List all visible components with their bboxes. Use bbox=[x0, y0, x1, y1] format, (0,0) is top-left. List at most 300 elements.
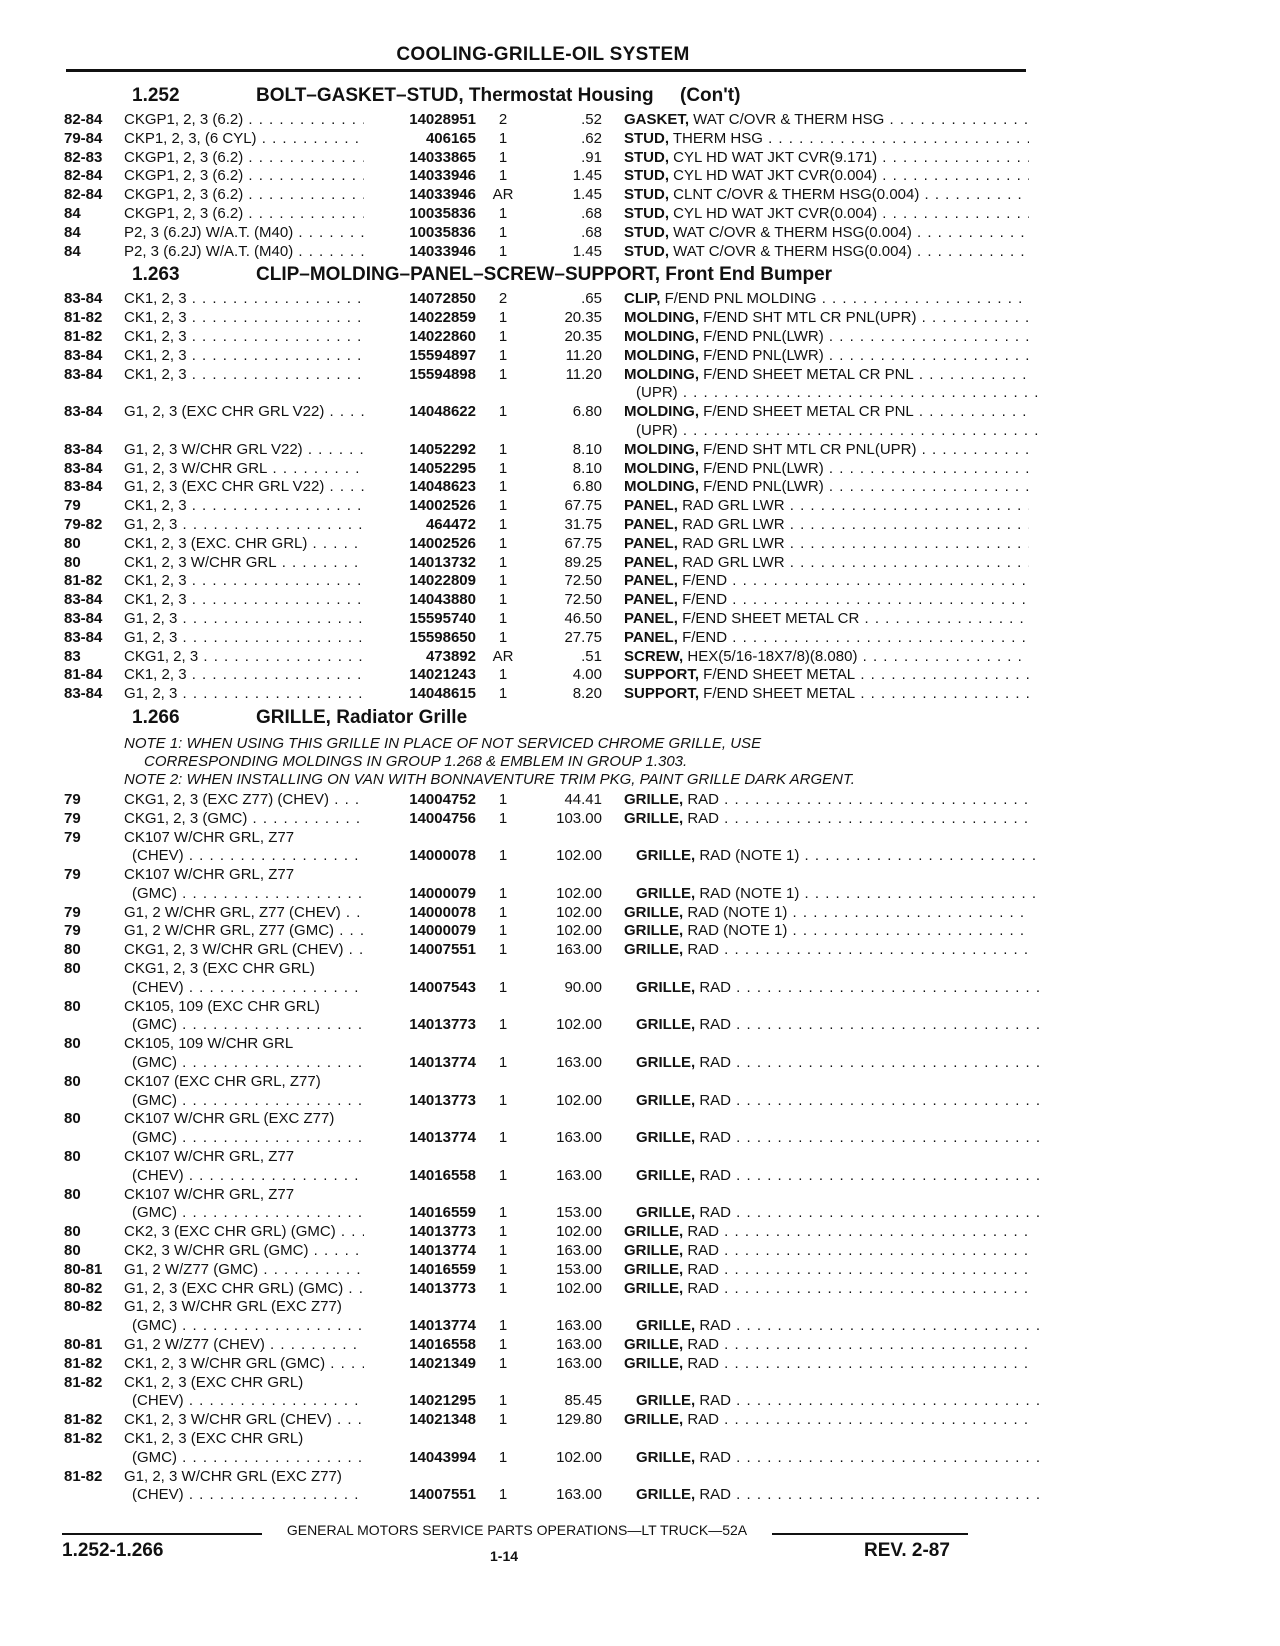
quantity: 1 bbox=[498, 847, 508, 865]
part-number: 14013774 bbox=[364, 1317, 476, 1336]
quantity: 1 bbox=[498, 1260, 508, 1278]
part-noun: STUD, bbox=[624, 204, 669, 222]
model-application: (CHEV) . . . bbox=[132, 1392, 455, 1411]
part-modifier: WAT C/OVR & THERM HSG(0.004) bbox=[669, 242, 912, 260]
price: .68 bbox=[581, 204, 602, 222]
part-noun: STUD, bbox=[624, 167, 669, 185]
part-number: 14021243 bbox=[364, 666, 476, 685]
part-row bbox=[64, 572, 1032, 591]
price: 102.00 bbox=[556, 1223, 602, 1241]
part-number: 14013773 bbox=[364, 1280, 476, 1299]
part-row bbox=[64, 941, 1032, 960]
part-noun: SUPPORT, bbox=[624, 685, 700, 703]
model-application: CK1, 2, 3 . . . bbox=[124, 366, 447, 385]
part-description bbox=[624, 516, 1029, 535]
part-description bbox=[624, 441, 1029, 460]
part-description bbox=[636, 1449, 1041, 1468]
price: 102.00 bbox=[556, 884, 602, 902]
part-row bbox=[64, 497, 1032, 516]
model-application: G1, 2, 3 . . . bbox=[124, 516, 447, 535]
group-title: CLIP–MOLDING–PANEL–SCREW–SUPPORT, Front End Bumper bbox=[256, 264, 833, 286]
part-number: 15598650 bbox=[364, 629, 476, 648]
price: 4.00 bbox=[572, 666, 602, 684]
group-title: BOLT–GASKET–STUD, Thermostat Housing (Con't) bbox=[256, 85, 741, 106]
part-description bbox=[624, 1355, 1029, 1374]
part-row bbox=[64, 866, 1032, 885]
part-number: 14052292 bbox=[364, 441, 476, 460]
quantity: 1 bbox=[498, 478, 508, 496]
part-number: 14013773 bbox=[364, 1016, 476, 1035]
part-description bbox=[624, 1411, 1029, 1430]
part-row bbox=[64, 1167, 1032, 1186]
part-description bbox=[624, 205, 1029, 224]
part-modifier: RAD bbox=[683, 1336, 720, 1354]
part-noun: GRILLE, bbox=[636, 1486, 696, 1504]
part-modifier: RAD (NOTE 1) bbox=[683, 903, 788, 921]
part-row bbox=[64, 960, 1032, 979]
model-year: 80 bbox=[64, 941, 81, 959]
group-title: GRILLE, Radiator Grille bbox=[256, 706, 468, 728]
model-year: 82-84 bbox=[64, 186, 103, 204]
part-modifier: RAD bbox=[695, 1204, 732, 1222]
part-modifier: RAD bbox=[683, 809, 720, 827]
part-number: 14043880 bbox=[364, 591, 476, 610]
part-description bbox=[636, 1092, 1041, 1111]
part-row bbox=[64, 460, 1032, 479]
model-application: CK1, 2, 3 . . . bbox=[124, 497, 447, 516]
model-application: (GMC) . . . bbox=[132, 1054, 455, 1073]
part-noun: GRILLE, bbox=[624, 1336, 684, 1354]
part-noun: MOLDING, bbox=[624, 440, 699, 458]
part-row bbox=[64, 1035, 1032, 1054]
part-noun: PANEL, bbox=[624, 628, 678, 646]
part-row bbox=[64, 648, 1032, 667]
model-application: CK1, 2, 3 W/CHR GRL . . . bbox=[124, 554, 447, 573]
part-number: 14000079 bbox=[364, 922, 476, 941]
part-noun: GRILLE, bbox=[636, 1091, 696, 1109]
quantity: 1 bbox=[498, 497, 508, 515]
part-description bbox=[636, 1392, 1041, 1411]
part-noun: GRILLE, bbox=[636, 1204, 696, 1222]
part-number: 15594898 bbox=[364, 366, 476, 385]
part-modifier: RAD bbox=[683, 1223, 720, 1241]
part-description bbox=[636, 1486, 1041, 1505]
part-row bbox=[64, 554, 1032, 573]
quantity: 1 bbox=[498, 685, 508, 703]
model-year: 80 bbox=[64, 553, 81, 571]
part-number: 14033865 bbox=[364, 149, 476, 168]
part-modifier: CYL HD WAT JKT CVR(0.004) bbox=[669, 204, 878, 222]
model-year: 83-84 bbox=[64, 609, 103, 627]
part-description bbox=[624, 1280, 1029, 1299]
model-application: CKG1, 2, 3 W/CHR GRL (CHEV) . . . bbox=[124, 941, 447, 960]
part-number: 14000078 bbox=[364, 847, 476, 866]
model-application: CK107 W/CHR GRL, Z77 bbox=[124, 1185, 295, 1203]
part-modifier: RAD bbox=[695, 1166, 732, 1184]
model-application: G1, 2, 3 (EXC CHR GRL) (GMC) . . . bbox=[124, 1280, 447, 1299]
model-year: 83-84 bbox=[64, 290, 103, 308]
part-number: 10035836 bbox=[364, 224, 476, 243]
part-modifier: F/END PNL MOLDING bbox=[660, 290, 817, 308]
part-number: 14021295 bbox=[364, 1392, 476, 1411]
part-description bbox=[624, 366, 1029, 385]
part-row bbox=[64, 791, 1032, 810]
part-row bbox=[64, 1486, 1032, 1505]
model-year: 84 bbox=[64, 204, 81, 222]
part-description bbox=[624, 1242, 1029, 1261]
model-application: CK1, 2, 3 . . . bbox=[124, 309, 447, 328]
part-modifier: RAD bbox=[695, 1091, 732, 1109]
model-application: CKP1, 2, 3, (6 CYL) . . . bbox=[124, 130, 447, 149]
part-modifier: RAD bbox=[695, 1129, 732, 1147]
part-description bbox=[636, 422, 1041, 441]
part-noun: MOLDING, bbox=[624, 327, 699, 345]
part-noun: SCREW, bbox=[624, 647, 684, 665]
part-description bbox=[624, 290, 1029, 309]
part-row bbox=[64, 1449, 1032, 1468]
part-modifier: F/END PNL(LWR) bbox=[699, 459, 824, 477]
part-noun: GRILLE, bbox=[636, 1129, 696, 1147]
part-description bbox=[624, 1336, 1029, 1355]
part-row bbox=[64, 224, 1032, 243]
group-notes bbox=[124, 735, 1032, 789]
part-modifier: RAD (NOTE 1) bbox=[695, 884, 800, 902]
part-description bbox=[636, 1016, 1041, 1035]
part-row bbox=[64, 810, 1032, 829]
model-year: 80 bbox=[64, 1242, 81, 1260]
part-noun: SUPPORT, bbox=[624, 666, 700, 684]
part-noun: STUD, bbox=[624, 223, 669, 241]
model-year: 80 bbox=[64, 534, 81, 552]
model-year: 81-82 bbox=[64, 572, 103, 590]
quantity: 1 bbox=[498, 1016, 508, 1034]
part-row bbox=[64, 1148, 1032, 1167]
part-row bbox=[64, 384, 1032, 403]
quantity: 1 bbox=[498, 365, 508, 383]
part-modifier: RAD bbox=[695, 1054, 732, 1072]
part-description bbox=[624, 309, 1029, 328]
part-modifier: RAD bbox=[683, 1411, 720, 1429]
note-line: NOTE 1: WHEN USING THIS GRILLE IN PLACE OF NOT SERVICED CHROME GRILLE, USE bbox=[124, 734, 762, 752]
part-description bbox=[624, 572, 1029, 591]
model-year: 79-82 bbox=[64, 515, 103, 533]
part-number: 14072850 bbox=[364, 290, 476, 309]
part-number: 14022809 bbox=[364, 572, 476, 591]
model-year: 80-81 bbox=[64, 1260, 103, 1278]
model-year: 84 bbox=[64, 223, 81, 241]
model-application: CK105, 109 (EXC CHR GRL) bbox=[124, 997, 320, 1015]
part-number: 14048622 bbox=[364, 403, 476, 422]
part-modifier: F/END bbox=[677, 591, 728, 609]
part-modifier: RAD bbox=[695, 1392, 732, 1410]
part-noun: PANEL, bbox=[624, 534, 678, 552]
part-modifier: HEX(5/16-18X7/8)(8.080) bbox=[683, 647, 858, 665]
part-description bbox=[624, 130, 1029, 149]
part-description bbox=[624, 149, 1029, 168]
part-modifier: F/END bbox=[677, 572, 728, 590]
price: 153.00 bbox=[556, 1260, 602, 1278]
part-row bbox=[64, 998, 1032, 1017]
model-year: 80 bbox=[64, 1148, 81, 1166]
price: 163.00 bbox=[556, 1166, 602, 1184]
model-year: 82-84 bbox=[64, 111, 103, 128]
part-row bbox=[64, 1280, 1032, 1299]
price: 67.75 bbox=[564, 534, 602, 552]
model-application: G1, 2 W/Z77 (GMC) . . . bbox=[124, 1261, 447, 1280]
quantity: 1 bbox=[498, 403, 508, 421]
model-application: (GMC) . . . bbox=[132, 1129, 455, 1148]
part-description bbox=[624, 685, 1029, 704]
part-modifier: RAD bbox=[695, 978, 732, 996]
part-number: 14013774 bbox=[364, 1054, 476, 1073]
part-number: 14007543 bbox=[364, 979, 476, 998]
part-description bbox=[624, 186, 1029, 205]
part-row bbox=[64, 167, 1032, 186]
price: 163.00 bbox=[556, 1336, 602, 1354]
quantity: 1 bbox=[498, 534, 508, 552]
part-noun: GRILLE, bbox=[624, 1242, 684, 1260]
part-row bbox=[64, 829, 1032, 848]
part-row bbox=[64, 904, 1032, 923]
part-noun: PANEL, bbox=[624, 572, 678, 590]
parts-list bbox=[64, 82, 1032, 1505]
quantity: 1 bbox=[498, 346, 508, 364]
price: 67.75 bbox=[564, 497, 602, 515]
model-year: 81-82 bbox=[64, 327, 103, 345]
model-application: (GMC) . . . bbox=[132, 1092, 455, 1111]
model-year: 83 bbox=[64, 647, 81, 665]
part-row bbox=[64, 1355, 1032, 1374]
part-number: 14000079 bbox=[364, 885, 476, 904]
quantity: 1 bbox=[498, 1054, 508, 1072]
note-line: NOTE 2: WHEN INSTALLING ON VAN WITH BONNAVENTURE TRIM PKG, PAINT GRILLE DARK ARGENT. bbox=[124, 770, 855, 788]
part-row bbox=[64, 149, 1032, 168]
model-year: 79 bbox=[64, 922, 81, 940]
part-number: 14013774 bbox=[364, 1242, 476, 1261]
part-modifier: F/END SHEET METAL CR PNL bbox=[699, 365, 914, 383]
quantity: 1 bbox=[498, 167, 508, 185]
group-number: 1.266 bbox=[132, 706, 180, 728]
part-number: 14002526 bbox=[364, 497, 476, 516]
part-modifier: RAD bbox=[695, 1317, 732, 1335]
part-row bbox=[64, 1223, 1032, 1242]
part-noun: PANEL, bbox=[624, 515, 678, 533]
model-application: CKGP1, 2, 3 (6.2) . . . bbox=[124, 186, 447, 205]
quantity: AR bbox=[492, 647, 514, 665]
part-noun: GRILLE, bbox=[624, 903, 684, 921]
part-noun: GRILLE, bbox=[624, 1411, 684, 1429]
model-application: G1, 2, 3 (EXC CHR GRL V22) . . . bbox=[124, 403, 447, 422]
price: 163.00 bbox=[556, 1242, 602, 1260]
part-description bbox=[624, 403, 1029, 422]
price: 6.80 bbox=[572, 478, 602, 496]
quantity: AR bbox=[492, 186, 514, 204]
part-number: 14007551 bbox=[364, 941, 476, 960]
part-number: 14048615 bbox=[364, 685, 476, 704]
model-year: 80 bbox=[64, 997, 81, 1015]
part-modifier: F/END bbox=[677, 628, 728, 646]
part-row bbox=[64, 847, 1032, 866]
model-year: 81-82 bbox=[64, 1373, 103, 1391]
part-row bbox=[64, 1054, 1032, 1073]
model-application: G1, 2, 3 . . . bbox=[124, 610, 447, 629]
quantity: 1 bbox=[498, 309, 508, 327]
quantity: 1 bbox=[498, 242, 508, 260]
part-number: 14016558 bbox=[364, 1336, 476, 1355]
part-description bbox=[624, 224, 1029, 243]
model-application: G1, 2, 3 W/CHR GRL (EXC Z77) bbox=[124, 1298, 342, 1316]
model-year: 81-82 bbox=[64, 1430, 103, 1447]
model-year: 80 bbox=[64, 1223, 81, 1241]
part-description bbox=[624, 347, 1029, 366]
part-modifier: F/END PNL(LWR) bbox=[699, 327, 824, 345]
model-year: 83-84 bbox=[64, 628, 103, 646]
model-application: CK1, 2, 3 . . . bbox=[124, 290, 447, 309]
quantity: 1 bbox=[498, 1242, 508, 1260]
price: 20.35 bbox=[564, 309, 602, 327]
part-row bbox=[64, 441, 1032, 460]
part-description bbox=[624, 941, 1029, 960]
part-description bbox=[636, 847, 1041, 866]
model-application: P2, 3 (6.2J) W/A.T. (M40) . . . bbox=[124, 243, 447, 262]
part-noun: GASKET, bbox=[624, 111, 690, 128]
part-row bbox=[64, 591, 1032, 610]
part-description bbox=[636, 1054, 1041, 1073]
model-application: CKGP1, 2, 3 (6.2) . . . bbox=[124, 111, 447, 130]
part-description bbox=[636, 1167, 1041, 1186]
part-row bbox=[64, 610, 1032, 629]
part-description bbox=[636, 1204, 1041, 1223]
part-noun: GRILLE, bbox=[636, 847, 696, 865]
part-modifier: RAD (NOTE 1) bbox=[683, 922, 788, 940]
price: .91 bbox=[581, 148, 602, 166]
part-number: 14033946 bbox=[364, 243, 476, 262]
part-number: 14000078 bbox=[364, 904, 476, 923]
model-application: CK1, 2, 3 (EXC CHR GRL) bbox=[124, 1373, 304, 1391]
model-year: 81-82 bbox=[64, 1354, 103, 1372]
part-number: 14004756 bbox=[364, 810, 476, 829]
part-row bbox=[64, 685, 1032, 704]
part-modifier: RAD bbox=[695, 1448, 732, 1466]
group-number: 1.263 bbox=[132, 264, 180, 286]
model-application: (CHEV) . . . bbox=[132, 847, 455, 866]
model-application: CK1, 2, 3 . . . bbox=[124, 591, 447, 610]
note-line: CORRESPONDING MOLDINGS IN GROUP 1.268 & EMBLEM IN GROUP 1.303. bbox=[144, 752, 688, 770]
part-modifier: RAD bbox=[683, 1260, 720, 1278]
footer-publisher: GENERAL MOTORS SERVICE PARTS OPERATIONS—LT TRUCK—52A bbox=[286, 1522, 748, 1538]
quantity: 1 bbox=[498, 327, 508, 345]
price: 27.75 bbox=[564, 628, 602, 646]
model-application: G1, 2, 3 W/CHR GRL (EXC Z77) bbox=[124, 1467, 342, 1485]
part-number: 14013773 bbox=[364, 1092, 476, 1111]
part-noun: PANEL, bbox=[624, 609, 678, 627]
part-description bbox=[624, 810, 1029, 829]
quantity: 1 bbox=[498, 628, 508, 646]
part-number: 14021349 bbox=[364, 1355, 476, 1374]
model-application: CK1, 2, 3 . . . bbox=[124, 328, 447, 347]
model-year: 83-84 bbox=[64, 346, 103, 364]
price: 1.45 bbox=[572, 186, 602, 204]
quantity: 1 bbox=[498, 1223, 508, 1241]
model-year: 83-84 bbox=[64, 365, 103, 383]
part-row bbox=[64, 478, 1032, 497]
model-application: CKGP1, 2, 3 (6.2) . . . bbox=[124, 149, 447, 168]
quantity: 1 bbox=[498, 1317, 508, 1335]
quantity: 1 bbox=[498, 809, 508, 827]
part-description bbox=[624, 791, 1029, 810]
part-modifier: F/END SHEET METAL bbox=[699, 666, 856, 684]
model-application: CK1, 2, 3 (EXC CHR GRL) bbox=[124, 1430, 304, 1447]
part-noun: GRILLE, bbox=[624, 1260, 684, 1278]
model-application: CK107 W/CHR GRL, Z77 bbox=[124, 1148, 295, 1166]
price: .52 bbox=[581, 111, 602, 128]
part-modifier: WAT C/OVR & THERM HSG bbox=[689, 111, 885, 128]
model-application: (GMC) . . . bbox=[132, 885, 455, 904]
part-modifier: RAD bbox=[695, 1016, 732, 1034]
part-row bbox=[64, 403, 1032, 422]
part-row bbox=[64, 885, 1032, 904]
part-number: 14013773 bbox=[364, 1223, 476, 1242]
part-number: 14002526 bbox=[364, 535, 476, 554]
part-number: 14021348 bbox=[364, 1411, 476, 1430]
part-modifier: WAT C/OVR & THERM HSG(0.004) bbox=[669, 223, 912, 241]
model-year: 80 bbox=[64, 960, 81, 978]
price: 163.00 bbox=[556, 941, 602, 959]
price: 102.00 bbox=[556, 847, 602, 865]
model-year: 81-82 bbox=[64, 1467, 103, 1485]
part-row bbox=[64, 422, 1032, 441]
group-heading bbox=[64, 82, 1032, 111]
model-year: 79 bbox=[64, 497, 81, 515]
model-application: CK1, 2, 3 (EXC. CHR GRL) . . . bbox=[124, 535, 447, 554]
quantity: 1 bbox=[498, 941, 508, 959]
part-row bbox=[64, 1110, 1032, 1129]
quantity: 1 bbox=[498, 884, 508, 902]
group-heading bbox=[64, 261, 1032, 290]
model-application: G1, 2, 3 W/CHR GRL . . . bbox=[124, 460, 447, 479]
footer-group-range: 1.252-1.266 bbox=[62, 1540, 164, 1561]
quantity: 1 bbox=[498, 572, 508, 590]
part-description bbox=[624, 666, 1029, 685]
model-year: 80 bbox=[64, 1072, 81, 1090]
quantity: 1 bbox=[498, 978, 508, 996]
price: 163.00 bbox=[556, 1054, 602, 1072]
part-row bbox=[64, 516, 1032, 535]
quantity: 1 bbox=[498, 1279, 508, 1297]
part-modifier: RAD bbox=[683, 1354, 720, 1372]
model-application: (GMC) . . . bbox=[132, 1449, 455, 1468]
model-application: G1, 2, 3 . . . bbox=[124, 629, 447, 648]
model-year: 81-82 bbox=[64, 1411, 103, 1429]
part-modifier: F/END SHEET METAL CR PNL bbox=[699, 403, 914, 421]
part-noun: MOLDING, bbox=[624, 459, 699, 477]
part-modifier: RAD GRL LWR bbox=[677, 553, 785, 571]
quantity: 1 bbox=[498, 204, 508, 222]
price: 102.00 bbox=[556, 903, 602, 921]
model-application: G1, 2, 3 . . . bbox=[124, 685, 447, 704]
part-row bbox=[64, 1129, 1032, 1148]
quantity: 1 bbox=[498, 1354, 508, 1372]
part-description bbox=[624, 1261, 1029, 1280]
part-row bbox=[64, 629, 1032, 648]
model-year: 83-84 bbox=[64, 685, 103, 703]
part-description bbox=[624, 1223, 1029, 1242]
model-application: CK1, 2, 3 . . . bbox=[124, 347, 447, 366]
quantity: 1 bbox=[498, 459, 508, 477]
model-application: G1, 2 W/CHR GRL, Z77 (GMC) . . . bbox=[124, 922, 447, 941]
part-number: 10035836 bbox=[364, 205, 476, 224]
quantity: 1 bbox=[498, 1166, 508, 1184]
